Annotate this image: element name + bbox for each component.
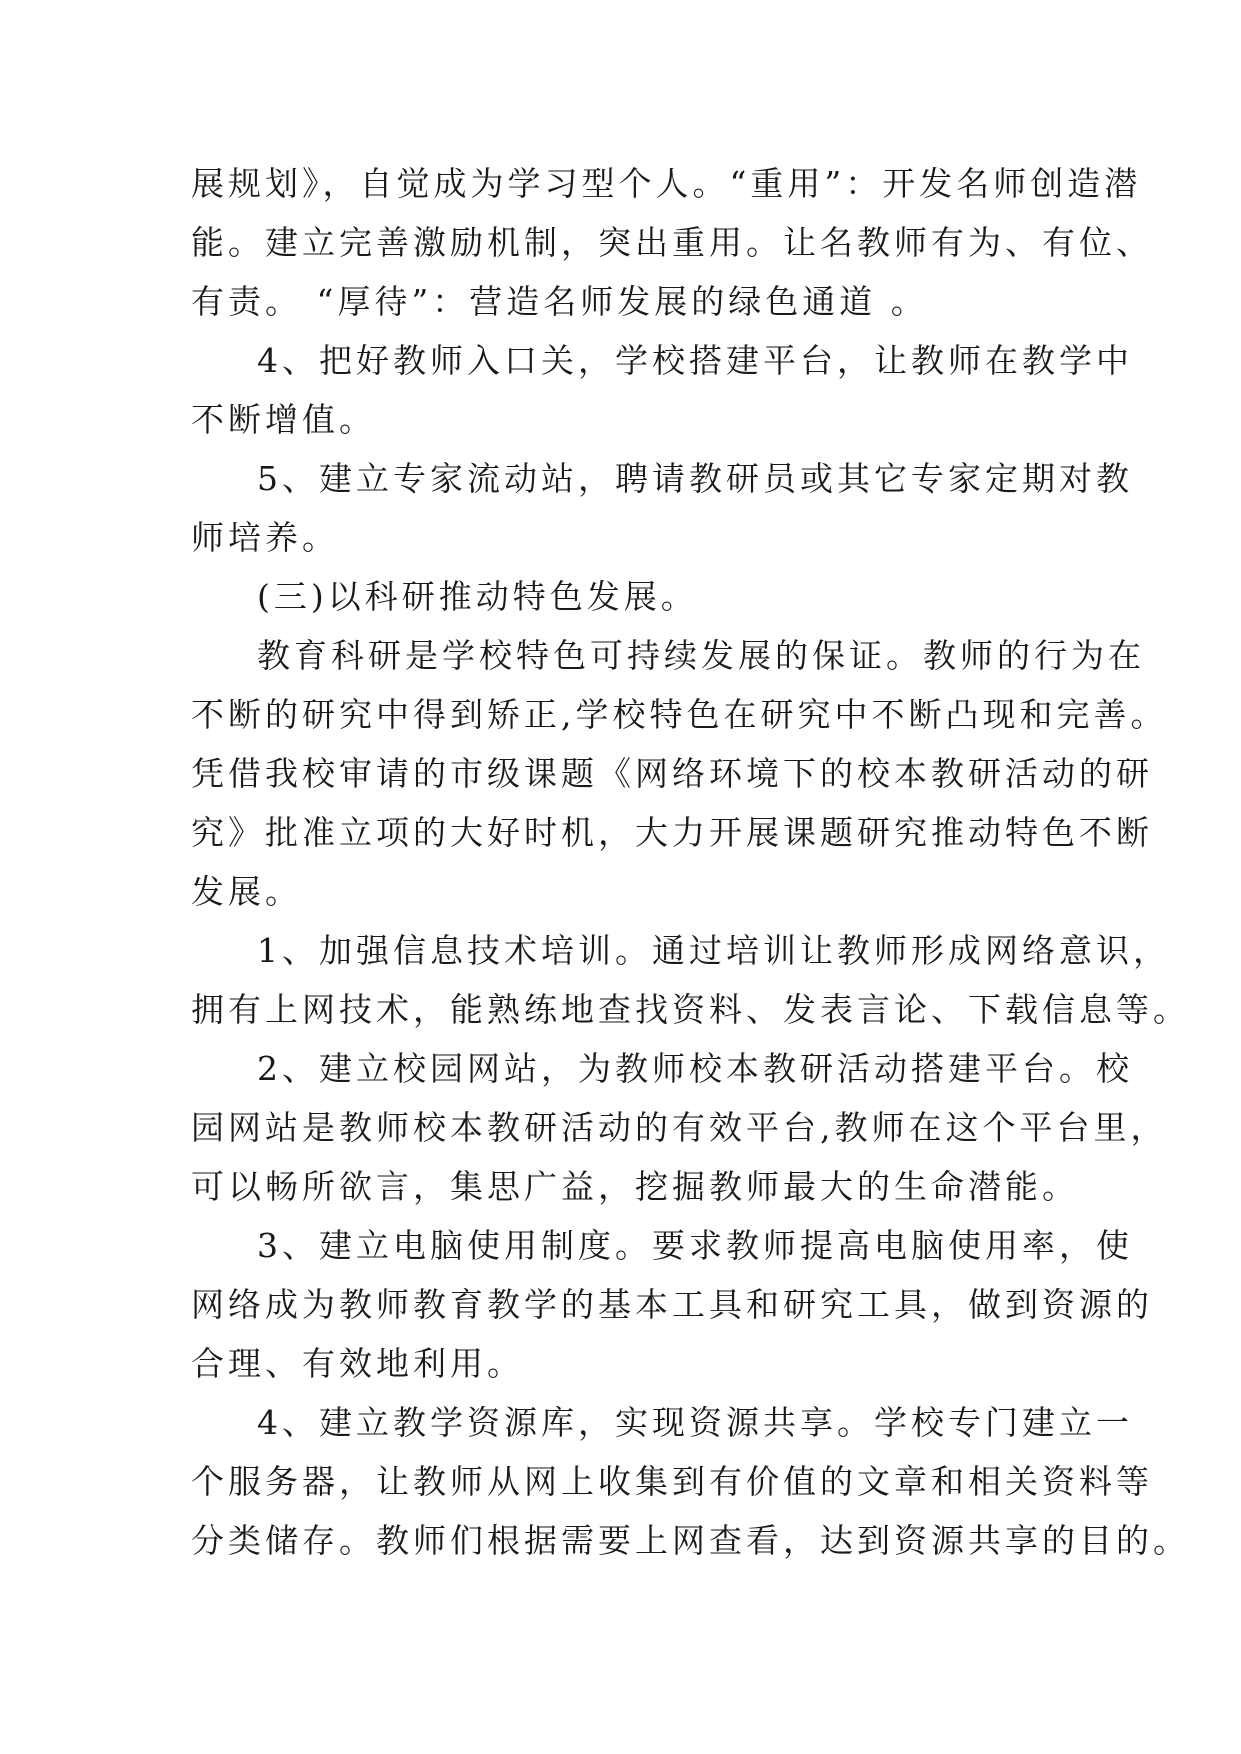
text-line: 凭借我校审请的市级课题《网络环境下的校本教研活动的研 bbox=[191, 754, 1153, 793]
text-line: 有责。 “厚待”：营造名师发展的绿色通道 。 bbox=[191, 282, 928, 321]
text-line: 4、建立教学资源库，实现资源共享。学校专门建立一 bbox=[257, 1403, 1133, 1442]
text-line: 可以畅所欲言，集思广益，挖掘教师最大的生命潜能。 bbox=[191, 1167, 1079, 1206]
section-heading: (三)以科研推动特色发展。 bbox=[257, 577, 698, 616]
text-line: 不断的研究中得到矫正,学校特色在研究中不断凸现和完善。 bbox=[191, 695, 1168, 734]
text-line: 教育科研是学校特色可持续发展的保证。教师的行为在 bbox=[257, 636, 1145, 675]
text-line: 能。建立完善激励机制，突出重用。让名教师有为、有位、 bbox=[191, 223, 1153, 262]
text-line: 拥有上网技术，能熟练地查找资料、发表言论、下载信息等。 bbox=[191, 990, 1190, 1029]
text-line: 个服务器，让教师从网上收集到有价值的文章和相关资料等 bbox=[191, 1462, 1153, 1501]
text-line: 发展。 bbox=[191, 872, 302, 911]
text-line: 园网站是教师校本教研活动的有效平台,教师在这个平台里， bbox=[191, 1108, 1168, 1147]
text-line: 2、建立校园网站，为教师校本教研活动搭建平台。校 bbox=[257, 1049, 1133, 1088]
text-line: 网络成为教师教育教学的基本工具和研究工具，做到资源的 bbox=[191, 1285, 1153, 1324]
text-line: 合理、有效地利用。 bbox=[191, 1344, 524, 1383]
text-line: 3、建立电脑使用制度。要求教师提高电脑使用率，使 bbox=[257, 1226, 1133, 1265]
text-line: 分类储存。教师们根据需要上网查看，达到资源共享的目的。 bbox=[191, 1521, 1190, 1560]
text-line: 1、加强信息技术培训。通过培训让教师形成网络意识， bbox=[257, 931, 1170, 970]
body-text bbox=[191, 154, 1190, 1570]
text-line: 4、把好教师入口关，学校搭建平台，让教师在教学中 bbox=[257, 341, 1133, 380]
text-line: 师培养。 bbox=[191, 518, 339, 557]
text-line: 不断增值。 bbox=[191, 400, 376, 439]
text-line: 展规划》，自觉成为学习型个人。“重用”：开发名师创造潜 bbox=[191, 164, 1142, 203]
text-line: 究》批准立项的大好时机，大力开展课题研究推动特色不断 bbox=[191, 813, 1153, 852]
text-line: 5、建立专家流动站，聘请教研员或其它专家定期对教 bbox=[257, 459, 1133, 498]
